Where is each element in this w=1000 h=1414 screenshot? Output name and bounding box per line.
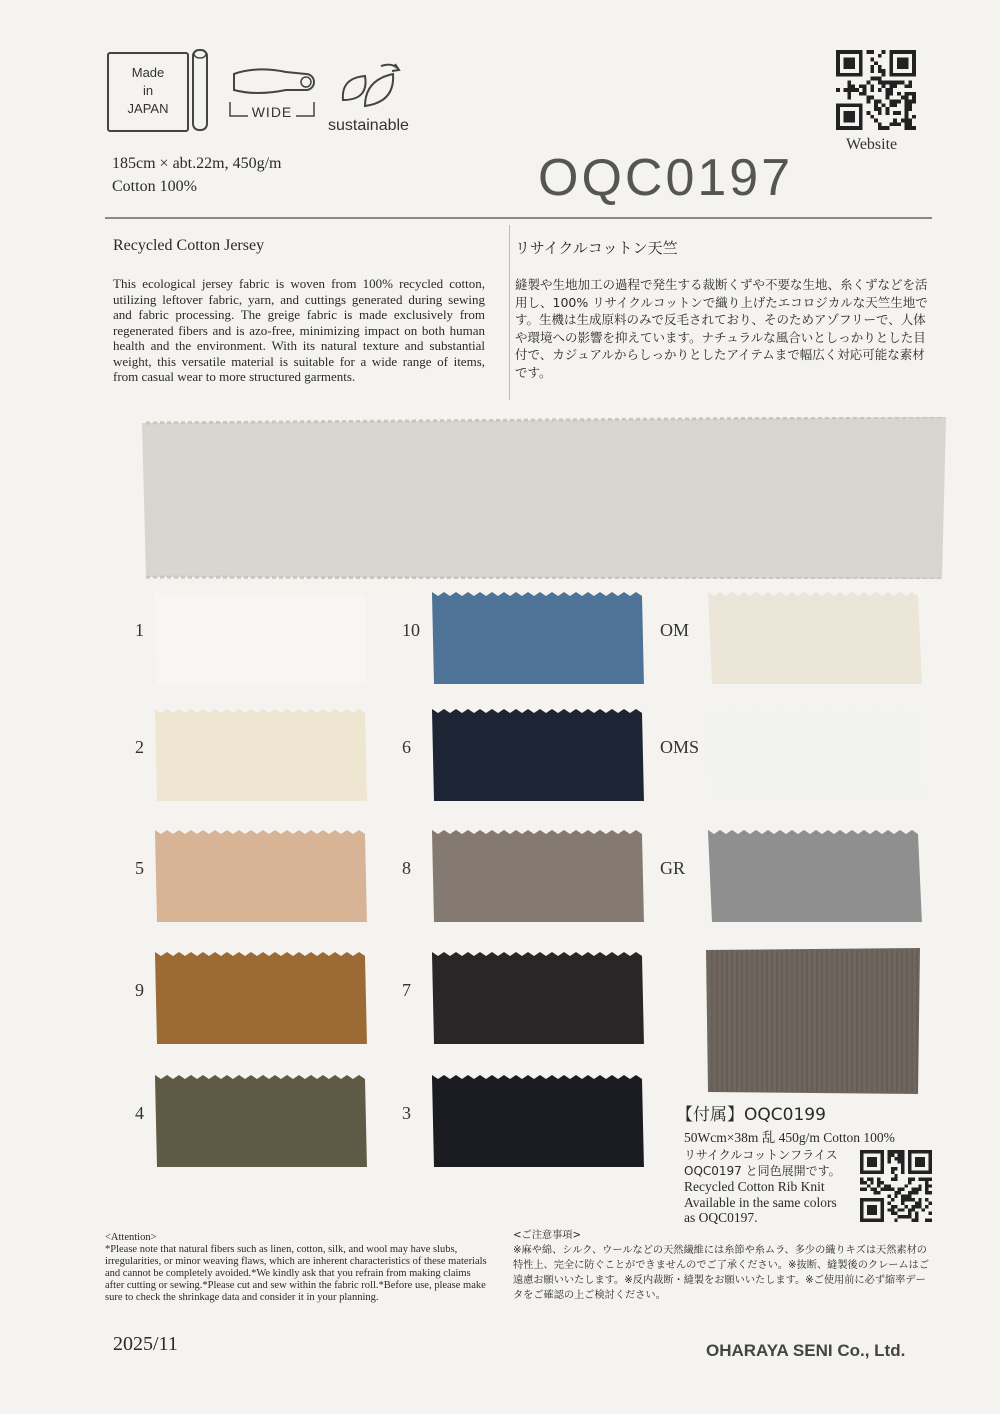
attention-jp-body: ※麻や綿、シルク、ウールなどの天然繊維には糸節や糸ムラ、多少の織りキズは天然素材の特性上、完全に防ぐことができませんのでご了承ください。※抜断、縫製後のクレームはご遠慮お願いいたします。※反内裁断・縫製をお願いいたします。※ご使用前に必ず縮率データをご確認の上ご検討ください。 [513, 1245, 930, 1301]
swatch-label-6: 6 [402, 737, 411, 757]
swatch-3 [432, 1073, 644, 1173]
swatch-fill-4 [155, 1075, 367, 1169]
attention-en-title: <Attention> [105, 1232, 157, 1243]
swatch-fill-1 [155, 592, 367, 686]
swatch-2 [155, 707, 367, 807]
accessory-spec: 50Wcm×38m 乱 450g/m Cotton 100% [684, 1130, 895, 1145]
swatch-om [708, 590, 922, 690]
main-fabric-swatch [142, 417, 946, 579]
leaf-icon [335, 60, 405, 116]
swatch-1 [155, 590, 367, 690]
swatch-8 [432, 828, 644, 928]
rib-knit-info [684, 1148, 859, 1226]
swatch-fill-oms [708, 709, 922, 803]
swatch-label-gr: GR [660, 858, 686, 878]
swatch-label-3: 3 [402, 1103, 411, 1123]
accessory-title: 【付属】OQC0199 [676, 1105, 826, 1125]
swatch-9 [155, 950, 367, 1050]
in-line: in [142, 83, 154, 98]
swatch-label-7: 7 [402, 980, 411, 1000]
swatch-fill-6 [432, 709, 644, 803]
accessory-rib-swatch [706, 948, 920, 1094]
swatch-6 [432, 707, 644, 807]
swatch-label-9: 9 [135, 980, 144, 1000]
rib-jp-line1: リサイクルコットンフライス [684, 1148, 838, 1162]
attention-english [105, 1232, 487, 1304]
product-code: OQC0197 [538, 149, 794, 207]
swatch-5 [155, 828, 367, 928]
swatch-fill-gr [708, 830, 922, 924]
swatch-label-1: 1 [135, 620, 144, 640]
swatch-label-2: 2 [135, 737, 144, 757]
spec-composition: Cotton 100% [112, 178, 197, 195]
swatch-fill-7 [432, 952, 644, 1046]
attention-japanese [513, 1228, 933, 1303]
website-label: Website [846, 136, 898, 153]
issue-date: 2025/11 [113, 1333, 178, 1355]
swatch-fill-2 [155, 709, 367, 803]
swatch-fill-9 [155, 952, 367, 1046]
japanese-title: リサイクルコットン天竺 [515, 239, 678, 257]
swatch-label-5: 5 [135, 858, 144, 878]
swatch-fill-om [708, 592, 922, 686]
swatch-oms [708, 707, 922, 807]
swatch-fill-3 [432, 1075, 644, 1169]
spec-size: 185cm × abt.22m, 450g/m [112, 155, 282, 172]
made-line: Made [131, 65, 165, 80]
swatch-fill-8 [432, 830, 644, 924]
company-name: OHARAYA SENI Co., Ltd. [706, 1341, 906, 1360]
made-in-japan-badge [107, 52, 189, 132]
sustainable-label: sustainable [328, 117, 409, 134]
swatch-fill-5 [155, 830, 367, 924]
rib-en-line2: Available in the same colors [684, 1194, 837, 1210]
attention-jp-title: <ご注意事項> [513, 1230, 582, 1241]
header-divider [105, 217, 932, 219]
fabric-roll-icon [190, 46, 210, 134]
swatch-fill-10 [432, 592, 644, 686]
rib-jp-line2: OQC0197 と同色展開です。 [684, 1163, 841, 1178]
english-title: Recycled Cotton Jersey [113, 237, 265, 254]
column-divider [509, 225, 510, 400]
wide-label: WIDE [251, 104, 293, 120]
japan-line: JAPAN [127, 101, 169, 116]
attention-en-body: *Please note that natural fibers such as linen, cotton, silk, and wool may have slubs, irregularities, or minor weaving flaws, which are inherent characteristics of these materials and cannot be completely avoided.*We kindly ask that you refrain from making claims after cutting or sewing.*Please cut and sew within the fabric roll.*Before use, please make sure to check the shrinkage data and consider it in your planning. [105, 1244, 487, 1303]
swatch-label-oms: OMS [660, 737, 700, 757]
japanese-description: 縫製や生地加工の過程で発生する裁断くずや不要な生地、糸くずなどを活用し、100% リサイクルコットンで織り上げたエコロジカルな天竺生地です。生機は生成原料のみで反毛されており、そのためアゾフリーで、人体や環境への影響を抑えています。ナチュラルな風合いとしっかりとした目付で、カジュアルからしっかりとしたアイテムまで幅広く対応可能な素材です。 [515, 277, 928, 380]
swatch-label-om: OM [660, 620, 690, 640]
swatch-4 [155, 1073, 367, 1173]
swatch-label-10: 10 [402, 620, 420, 640]
swatch-gr [708, 828, 922, 928]
english-description: This ecological jersey fabric is woven from 100% recycled cotton, utilizing leftover fabric, yarn, and cuttings generated during sewing and fabric processing. The greige fabric is made exclusively from regenerated fibers and is azo-free, minimizing impact on both human health and the environment. With its natural texture and substantial weight, this versatile material is suitable for a wide range of items, from casual wear to more structured garments. [113, 276, 485, 384]
swatch-7 [432, 950, 644, 1050]
rib-en-line1: Recycled Cotton Rib Knit [684, 1179, 825, 1194]
swatch-10 [432, 590, 644, 690]
website-qr-code[interactable] [836, 50, 916, 130]
swatch-label-4: 4 [135, 1103, 144, 1123]
rib-en-line3: as OQC0197. [684, 1210, 758, 1225]
rib-knit-qr-code[interactable] [860, 1148, 932, 1224]
swatch-label-8: 8 [402, 858, 411, 878]
